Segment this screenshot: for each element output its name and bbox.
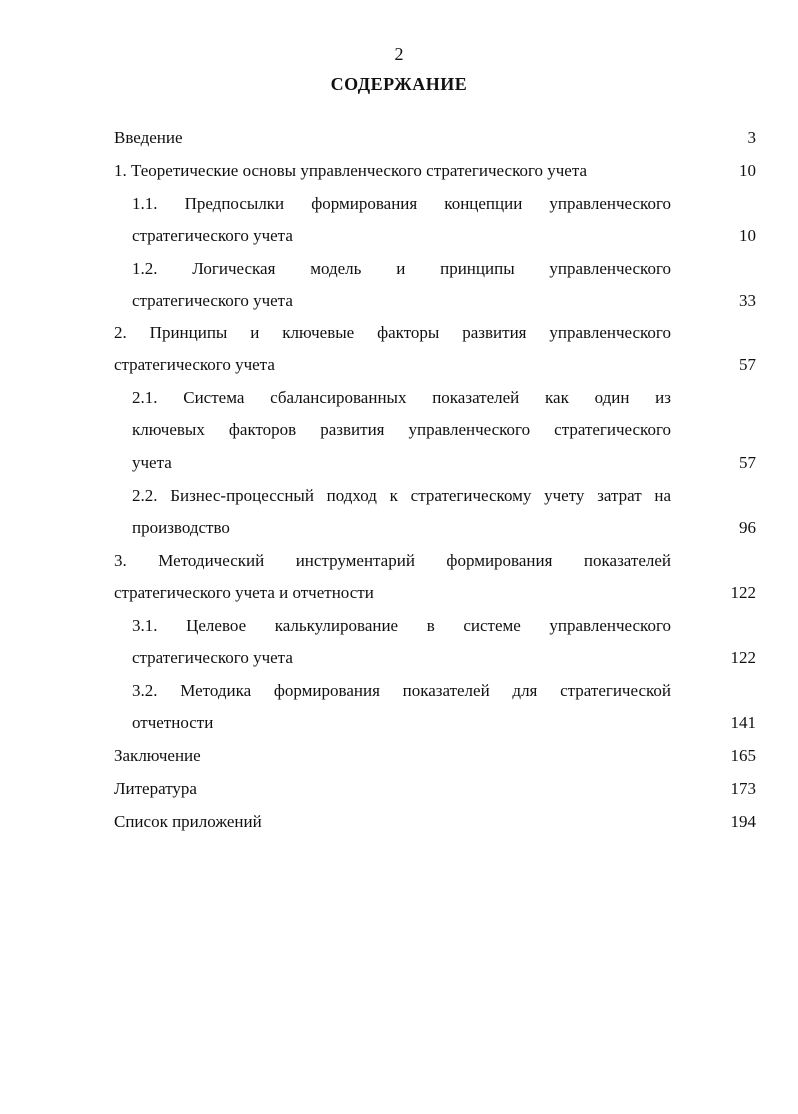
toc-entry-chapter-2-line-1: 2. Принципы и ключевые факторы развития управленческого [114, 323, 671, 342]
toc-entry-1-1-line-2: стратегического учета [132, 226, 293, 245]
toc-page-chapter-3: 122 [730, 583, 756, 602]
toc-page-chapter-2: 57 [739, 355, 756, 374]
toc-entry-appendices: Список приложений [114, 812, 262, 831]
toc-entry-3-2-line-2: отчетности [132, 713, 214, 732]
toc-page-3-2: 141 [730, 713, 756, 732]
toc-entry-chapter-3-line-2: стратегического учета и отчетности [114, 583, 374, 602]
toc-entry-2-2-line-1: 2.2. Бизнес-процессный подход к стратегическому учету затрат на [132, 486, 671, 505]
toc-entry-conclusion: Заключение [114, 746, 201, 765]
toc-entry-2-2-line-2: производство [132, 518, 230, 537]
toc-entry-chapter-2-line-2: стратегического учета [114, 355, 275, 374]
toc-page-1-1: 10 [739, 226, 756, 245]
toc-entry-1-2-line-1: 1.2. Логическая модель и принципы управленческого [132, 259, 671, 278]
toc-entry-2-1-line-1: 2.1. Система сбалансированных показателей как один из [132, 388, 671, 407]
toc-entry-1-2-line-2: стратегического учета [132, 291, 293, 310]
toc-page-intro: 3 [747, 128, 756, 147]
toc-page-chapter-1: 10 [739, 161, 756, 180]
toc-page-2-1: 57 [739, 453, 756, 472]
toc-entry-3-1-line-2: стратегического учета [132, 648, 293, 667]
toc-page-literature: 173 [730, 779, 756, 798]
toc-entry-chapter-3-line-1: 3. Методический инструментарий формирования показателей [114, 551, 671, 570]
toc-page-3-1: 122 [730, 648, 756, 667]
toc-entry-intro: Введение [114, 128, 183, 147]
toc-entry-3-2-line-1: 3.2. Методика формирования показателей для стратегической [132, 681, 671, 700]
toc-entry-3-1-line-1: 3.1. Целевое калькулирование в системе управленческого [132, 616, 671, 635]
toc-entry-literature: Литература [114, 779, 197, 798]
page-title: СОДЕРЖАНИЕ [330, 74, 468, 94]
toc-page-2-2: 96 [739, 518, 756, 537]
toc-page-appendices: 194 [730, 812, 756, 831]
toc-entry-2-1-line-2: ключевых факторов развития управленческого стратегического [132, 420, 671, 439]
page-number: 2 [394, 44, 404, 64]
toc-entry-1-1-line-1: 1.1. Предпосылки формирования концепции управленческого [132, 194, 671, 213]
toc-entry-2-1-line-3: учета [132, 453, 172, 472]
toc-page-1-2: 33 [739, 291, 756, 310]
toc-entry-chapter-1: 1. Теоретические основы управленческого стратегического учета [114, 161, 588, 180]
toc-page-conclusion: 165 [730, 746, 756, 765]
